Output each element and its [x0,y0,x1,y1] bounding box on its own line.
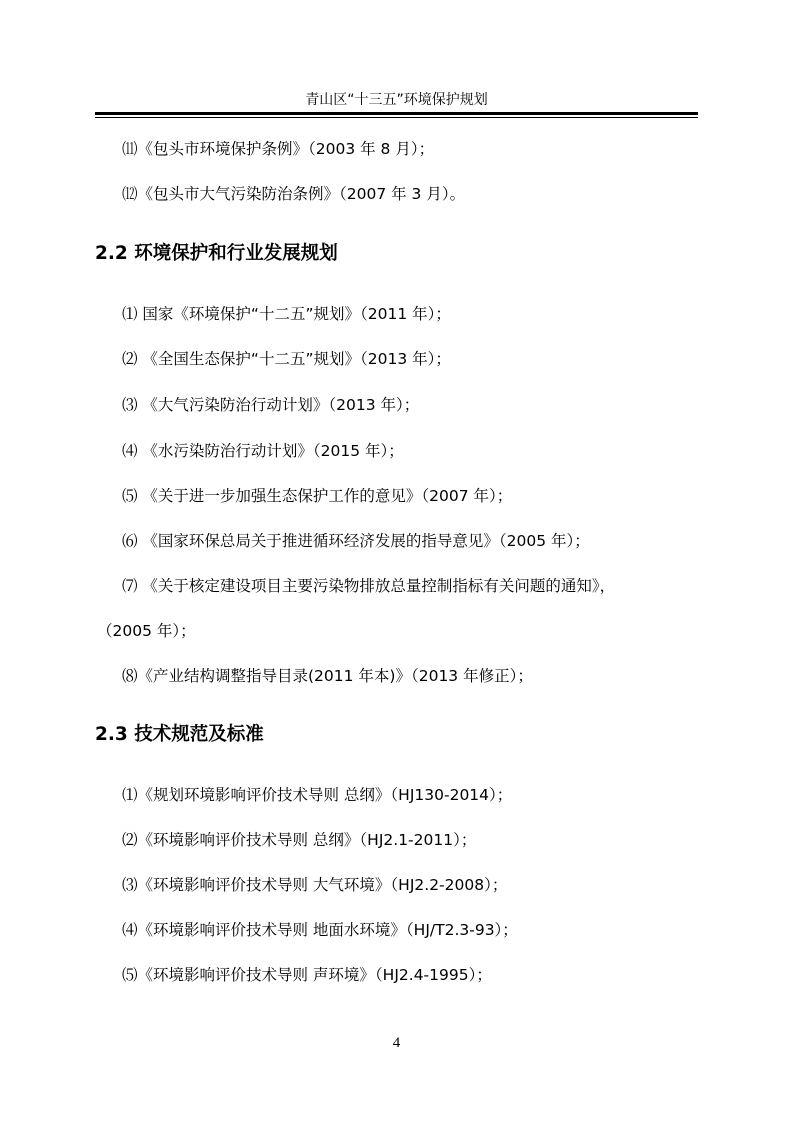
section-2-3-heading: 2.3 技术规范及标准 [95,724,264,745]
standard-item-2: ⑵《环境影响评价技术导则 总纲》（HJ2.1-2011）； [122,831,477,849]
section-2-2-heading: 2.2 环境保护和行业发展规划 [95,243,338,264]
reference-item-11: ⑾《包头市环境保护条例》（2003 年 8 月）； [122,140,435,158]
header-rule-thin [95,117,698,118]
standard-item-3: ⑶《环境影响评价技术导则 大气环境》（HJ2.2-2008）； [122,876,508,894]
plan-item-4: ⑷ 《水污染防治行动计划》（2015 年）； [122,442,404,460]
plan-item-3: ⑶ 《大气污染防治行动计划》（2013 年）； [122,396,420,414]
plan-item-5: ⑸ 《关于进一步加强生态保护工作的意见》（2007 年）； [122,487,513,505]
header-rule-thick [95,112,698,115]
plan-item-8: ⑻《产业结构调整指导目录(2011 年本)》（2013 年修正）； [122,667,533,685]
standard-item-5: ⑸《环境影响评价技术导则 声环境》（HJ2.4-1995）； [122,966,492,984]
page-number: 4 [392,1035,401,1051]
plan-item-7-continuation: （2005 年）； [97,622,196,640]
standard-item-1: ⑴《规划环境影响评价技术导则 总纲》（HJ130-2014）； [122,786,513,804]
reference-item-12: ⑿《包头市大气污染防治条例》（2007 年 3 月）。 [122,185,466,203]
plan-item-6: ⑹ 《国家环保总局关于推进循环经济发展的指导意见》（2005 年）； [122,532,590,550]
plan-item-2: ⑵ 《全国生态保护“十二五”规划》（2013 年）； [122,350,451,368]
running-header-title: 青山区“十三五”环境保护规划 [305,92,488,108]
plan-item-1: ⑴ 国家《环境保护“十二五”规划》（2011 年）； [122,305,451,323]
standard-item-4: ⑷《环境影响评价技术导则 地面水环境》（HJ/T2.3-93）； [122,921,518,939]
plan-item-7: ⑺ 《关于核定建设项目主要污染物排放总量控制指标有关问题的通知》， [122,577,616,595]
